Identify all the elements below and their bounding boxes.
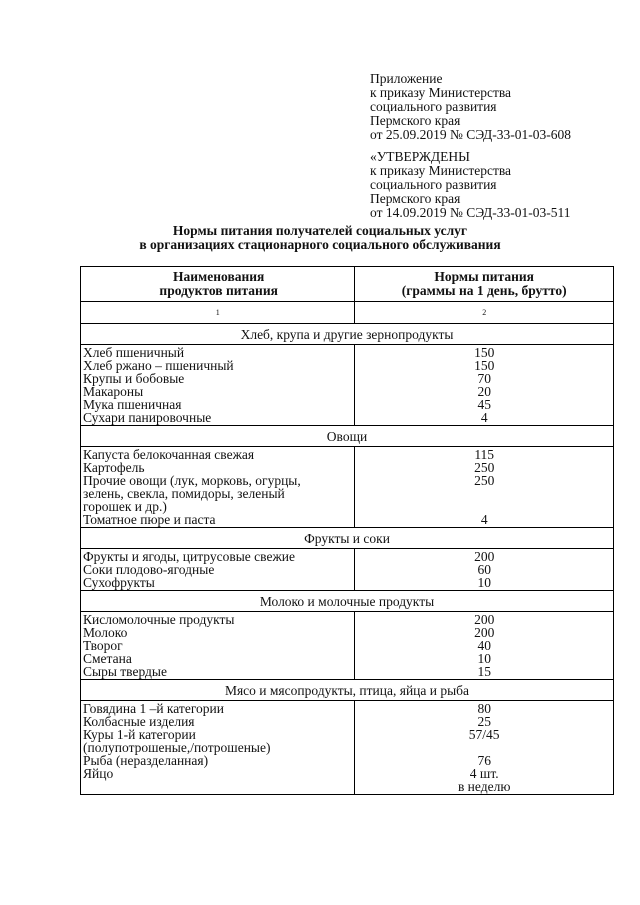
product-name: зелень, свекла, помидоры, зеленый — [83, 486, 285, 501]
product-names — [81, 447, 355, 528]
column-header-products: Наименования продуктов питания — [81, 267, 355, 302]
approved-header — [370, 150, 570, 220]
norm-value: 57/45 — [468, 727, 500, 742]
appendix-line: Пермского края — [370, 113, 461, 128]
product-name: Рыба (неразделанная) — [83, 753, 209, 768]
product-name: Хлеб пшеничный — [83, 345, 185, 360]
section-title: Хлеб, крупа и другие зернопродукты — [81, 324, 614, 345]
approved-line: от 14.09.2019 № СЭД-33-01-03-511 — [370, 205, 571, 220]
product-name: Молоко — [83, 625, 128, 640]
product-name: Картофель — [83, 460, 145, 475]
product-name: Сыры твердые — [83, 664, 167, 679]
norm-value: 70 — [477, 371, 491, 386]
product-names — [81, 549, 355, 591]
norm-values — [355, 549, 614, 591]
product-name: Яйцо — [83, 766, 114, 781]
product-name: Соки плодово-ягодные — [83, 562, 215, 577]
norm-value: 20 — [477, 384, 491, 399]
section-title: Мясо и мясопродукты, птица, яйца и рыба — [81, 680, 614, 701]
appendix-line: от 25.09.2019 № СЭД-33-01-03-608 — [370, 127, 571, 142]
norm-value: 150 — [474, 345, 495, 360]
norm-value: 250 — [474, 460, 495, 475]
norm-value: 4 — [480, 410, 488, 425]
product-name: Капуста белокочанная свежая — [83, 447, 255, 462]
norm-value: 4 — [480, 512, 488, 527]
product-name: Макароны — [83, 384, 144, 399]
column-header-norms: Нормы питания (граммы на 1 день, брутто) — [355, 267, 614, 302]
approved-line: социального развития — [370, 177, 497, 192]
norm-value: 200 — [474, 612, 495, 627]
norm-value: 40 — [477, 638, 491, 653]
product-name: Прочие овощи (лук, морковь, огурцы, — [83, 473, 301, 488]
norm-value: 200 — [474, 625, 495, 640]
product-name: Кисломолочные продукты — [83, 612, 235, 627]
section-header-row — [81, 528, 614, 549]
product-name: Сметана — [83, 651, 132, 666]
product-name: Сухофрукты — [83, 575, 155, 590]
appendix-header — [370, 72, 571, 142]
section-header-row — [81, 591, 614, 612]
column-number-row — [81, 302, 614, 324]
norm-values — [355, 447, 614, 528]
appendix-line: социального развития — [370, 99, 497, 114]
document-subtitle: в организациях стационарного социального обслуживания — [139, 237, 501, 252]
column-number: 2 — [355, 302, 614, 324]
product-name — [83, 780, 354, 793]
norm-value: 200 — [474, 549, 495, 564]
section-header-row — [81, 680, 614, 701]
product-name: Крупы и бобовые — [83, 371, 185, 386]
column-number: 1 — [81, 302, 355, 324]
table-header-row — [81, 267, 614, 302]
product-name: Томатное пюре и паста — [83, 512, 216, 527]
section-title: Фрукты и соки — [81, 528, 614, 549]
document-title: Нормы питания получателей социальных услуг — [172, 223, 468, 238]
norm-values — [355, 612, 614, 680]
norm-value: 25 — [477, 714, 491, 729]
product-names — [81, 701, 355, 795]
product-name: Творог — [83, 638, 123, 653]
norm-value: 45 — [477, 397, 491, 412]
section-header-row — [81, 324, 614, 345]
norm-value: 60 — [477, 562, 491, 577]
norm-value: 4 шт. — [469, 766, 499, 781]
section-header-row — [81, 426, 614, 447]
product-name: Сухари панировочные — [83, 410, 212, 425]
norm-values — [355, 701, 614, 795]
norm-value: 10 — [477, 575, 491, 590]
product-name: Колбасные изделия — [83, 714, 195, 729]
norm-value: 15 — [477, 664, 491, 679]
norm-value: 150 — [474, 358, 495, 373]
product-name: Мука пшеничная — [83, 397, 182, 412]
section-items-row — [81, 612, 614, 680]
section-title: Овощи — [81, 426, 614, 447]
norm-value: в неделю — [457, 779, 511, 794]
norm-value: 80 — [477, 701, 491, 716]
norm-value: 250 — [474, 473, 495, 488]
product-names — [81, 612, 355, 680]
section-title: Молоко и молочные продукты — [81, 591, 614, 612]
approved-line: «УТВЕРЖДЕНЫ — [370, 149, 470, 164]
nutrition-norms-table — [80, 266, 614, 795]
section-items-row — [81, 447, 614, 528]
product-name: Говядина 1 –й категории — [83, 701, 224, 716]
product-name: горошек и др.) — [83, 499, 167, 514]
approved-line: Пермского края — [370, 191, 461, 206]
product-name: Куры 1-й категории — [83, 727, 196, 742]
appendix-line: Приложение — [370, 71, 443, 86]
section-items-row — [81, 345, 614, 426]
section-items-row — [81, 701, 614, 795]
norm-value: 10 — [477, 651, 491, 666]
product-name: Фрукты и ягоды, цитрусовые свежие — [83, 549, 295, 564]
section-items-row — [81, 549, 614, 591]
norm-values — [355, 345, 614, 426]
product-name: Хлеб ржано – пшеничный — [83, 358, 234, 373]
product-names — [81, 345, 355, 426]
appendix-line: к приказу Министерства — [370, 85, 512, 100]
norm-value: 76 — [477, 753, 491, 768]
product-name: (полупотрошеные,/потрошеные) — [83, 740, 271, 755]
approved-line: к приказу Министерства — [370, 163, 512, 178]
norm-value: 115 — [474, 447, 495, 462]
